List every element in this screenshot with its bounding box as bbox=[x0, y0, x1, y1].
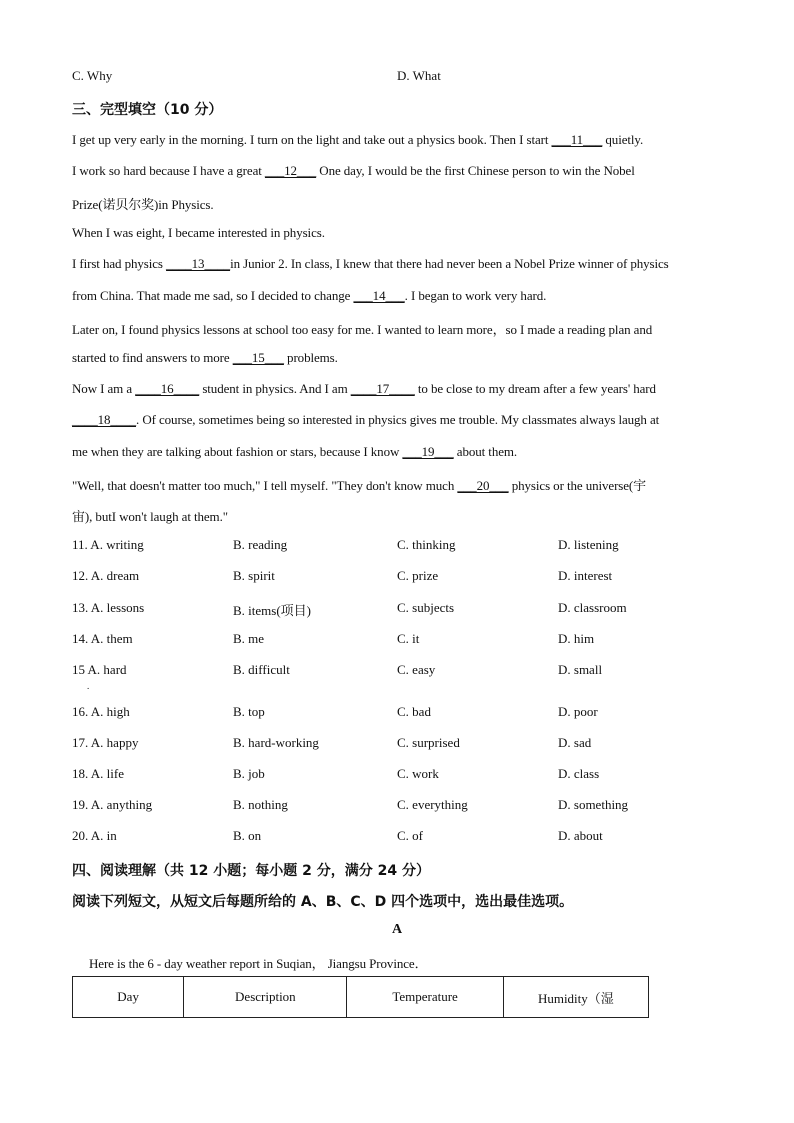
question-19-option-c: C. everything bbox=[397, 797, 468, 812]
question-17-option-b: B. hard-working bbox=[233, 735, 319, 750]
question-12-option-a: 12. A. dream bbox=[72, 568, 140, 583]
question-19-option-b: B. nothing bbox=[233, 797, 288, 812]
header-temperature: Temperature bbox=[347, 977, 503, 1018]
blank-20: ___20___ bbox=[457, 478, 509, 493]
blank-19: ___19___ bbox=[402, 444, 454, 459]
passage-line-6: from China. That made me sad, so I decided to change ___14___. I began to work very hard. bbox=[72, 288, 547, 303]
question-20-option-b: B. on bbox=[233, 828, 262, 843]
stray-dot: . bbox=[87, 681, 90, 691]
question-17-option-d: D. sad bbox=[558, 735, 592, 750]
question-14-option-a: 14. A. them bbox=[72, 631, 133, 646]
passage-line-10: ____18____. Of course, sometimes being so interested in physics gives me trouble. My classmates always laugh at bbox=[72, 412, 660, 427]
question-11-option-d: D. listening bbox=[558, 537, 619, 552]
question-13-option-d: D. classroom bbox=[558, 600, 627, 615]
passage-line-11: me when they are talking about fashion or stars, because I know ___19___ about them. bbox=[72, 444, 518, 459]
passage-a-label: A bbox=[391, 922, 403, 937]
question-11-option-a: 11. A. writing bbox=[72, 537, 144, 552]
section4-title: 四、阅读理解（共 12 小题；每小题 2 分，满分 24 分） bbox=[72, 863, 430, 879]
header-humidity: Humidity（湿 bbox=[503, 977, 648, 1018]
question-15-option-c: C. easy bbox=[397, 662, 436, 677]
question-16-option-c: C. bad bbox=[397, 704, 431, 719]
passage-line-1: I get up very early in the morning. I turn on the light and take out a physics book. Then I start ___11___ quietly. bbox=[72, 132, 644, 147]
passage-line-12: "Well, that doesn't matter too much," I tell myself. "They don't know much ___20___ physics or the universe(宇 bbox=[72, 478, 647, 493]
question-11-option-c: C. thinking bbox=[397, 537, 456, 552]
blank-18: ____18____ bbox=[72, 412, 137, 427]
question-16-option-d: D. poor bbox=[558, 704, 598, 719]
blank-15: ___15___ bbox=[232, 350, 284, 365]
question-15-option-a: 15 A. hard bbox=[72, 662, 127, 677]
question-18-option-a: 18. A. life bbox=[72, 766, 124, 781]
question-20-option-d: D. about bbox=[558, 828, 603, 843]
header-description: Description bbox=[184, 977, 347, 1018]
question-13-option-b: B. items(项目) bbox=[233, 603, 311, 618]
question-20-option-c: C. of bbox=[397, 828, 423, 843]
question-19-option-a: 19. A. anything bbox=[72, 797, 153, 812]
question-12-option-c: C. prize bbox=[397, 568, 439, 583]
passage-line-8: started to find answers to more ___15___ problems. bbox=[72, 350, 338, 365]
question-14-option-d: D. him bbox=[558, 631, 595, 646]
question-11-option-b: B. reading bbox=[233, 537, 288, 552]
question-18-option-c: C. work bbox=[397, 766, 439, 781]
blank-16: ____16____ bbox=[135, 381, 200, 396]
section4-instruction: 阅读下列短文，从短文后每题所给的 A、B、C、D 四个选项中，选出最佳选项。 bbox=[72, 894, 574, 910]
question-18-option-b: B. job bbox=[233, 766, 265, 781]
passage-line-13: 宙), butI won't laugh at them." bbox=[72, 509, 228, 524]
passage-line-4: When I was eight, I became interested in physics. bbox=[72, 225, 325, 240]
question-14-option-c: C. it bbox=[397, 631, 420, 646]
question-14-option-b: B. me bbox=[233, 631, 265, 646]
header-day: Day bbox=[73, 977, 184, 1018]
question-13-option-a: 13. A. lessons bbox=[72, 600, 145, 615]
prev-option-c: C. Why bbox=[72, 68, 113, 83]
question-12-option-d: D. interest bbox=[558, 568, 613, 583]
blank-14: ___14___ bbox=[353, 288, 405, 303]
blank-13: ____13____ bbox=[166, 256, 231, 271]
blank-12: ___12___ bbox=[264, 163, 317, 178]
prev-option-d: D. What bbox=[397, 68, 441, 83]
question-19-option-d: D. something bbox=[558, 797, 629, 812]
question-18-option-d: D. class bbox=[558, 766, 600, 781]
blank-17: ____17____ bbox=[350, 381, 415, 396]
passage-line-5: I first had physics ____13____in Junior 2. In class, I knew that there had never been a Nobel Prize winner of physics bbox=[72, 256, 669, 271]
blank-11: ___11___ bbox=[551, 132, 603, 147]
question-20-option-a: 20. A. in bbox=[72, 828, 117, 843]
question-13-option-c: C. subjects bbox=[397, 600, 455, 615]
passage-line-7: Later on, I found physics lessons at school too easy for me. I wanted to learn more，so I made a reading plan and bbox=[72, 322, 653, 337]
weather-table bbox=[72, 976, 649, 1018]
question-16-option-b: B. top bbox=[233, 704, 265, 719]
section3-title: 三、完型填空（10 分） bbox=[72, 102, 223, 118]
passage-line-9: Now I am a ____16____ student in physics. And I am ____17____ to be close to my dream after a few years' hard bbox=[72, 381, 656, 396]
question-17-option-a: 17. A. happy bbox=[72, 735, 139, 750]
weather-intro: Here is the 6 - day weather report in Suqian， Jiangsu Province． bbox=[89, 956, 428, 971]
question-17-option-c: C. surprised bbox=[397, 735, 460, 750]
question-16-option-a: 16. A. high bbox=[72, 704, 130, 719]
passage-line-2: I work so hard because I have a great ___12___ One day, I would be the first Chinese person to win the Nobel bbox=[72, 163, 635, 178]
passage-line-3: Prize(诺贝尔奖)in Physics. bbox=[72, 197, 214, 212]
question-12-option-b: B. spirit bbox=[233, 568, 275, 583]
question-15-option-d: D. small bbox=[558, 662, 603, 677]
question-15-option-b: B. difficult bbox=[233, 662, 290, 677]
table-header-row bbox=[73, 977, 649, 1018]
